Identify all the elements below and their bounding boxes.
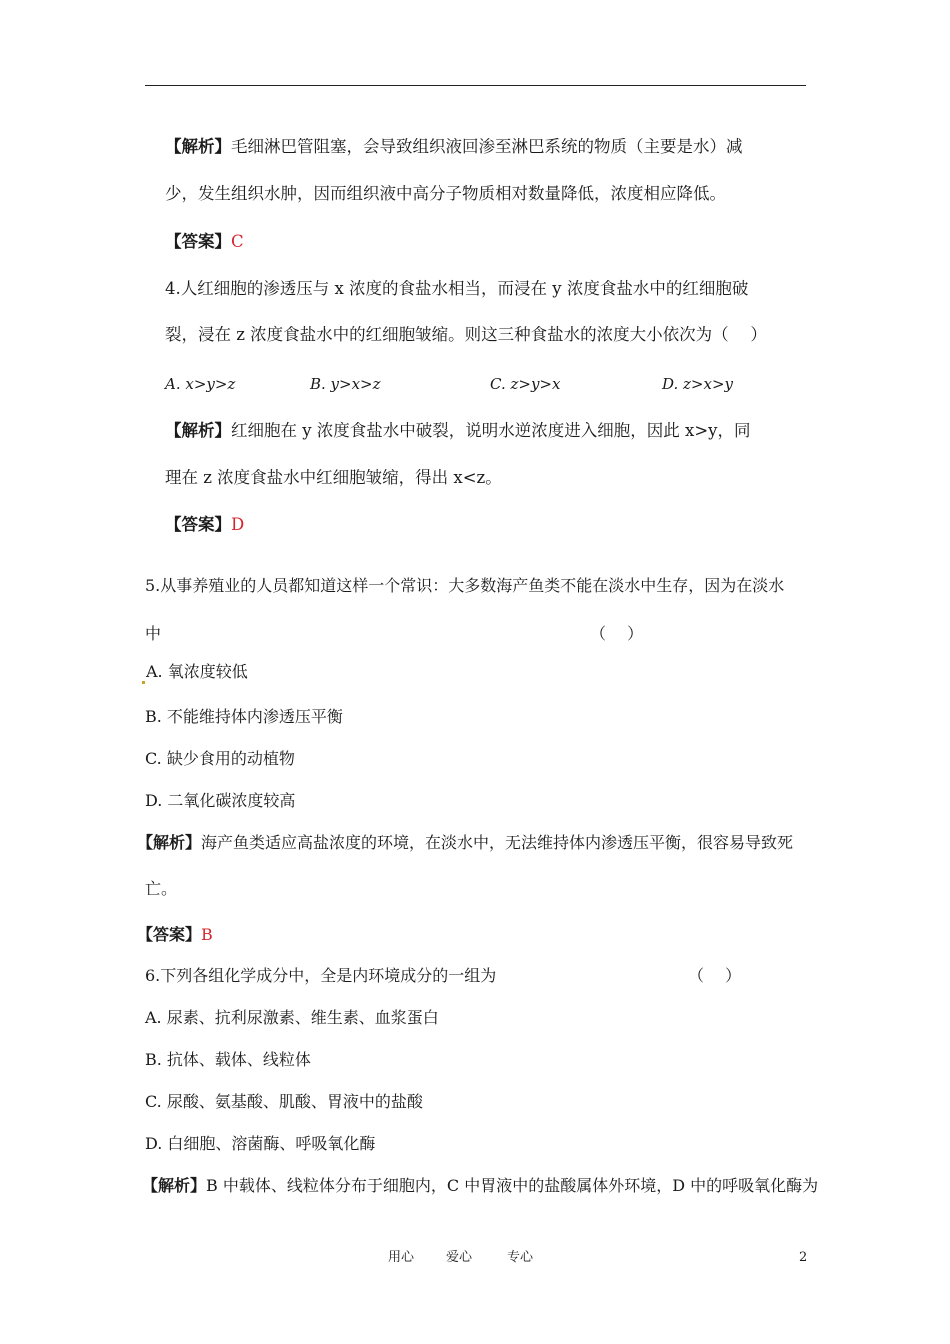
q5-option-b: B. 不能维持体内渗透压平衡	[145, 707, 343, 726]
q3-analysis-tag: 【解析】	[165, 137, 231, 156]
q5-answer-value: B	[201, 925, 213, 944]
q6-option-b: B. 抗体、载体、线粒体	[145, 1050, 311, 1069]
q4-analysis-line2: 理在 z 浓度食盐水中红细胞皱缩，得出 x<z。	[165, 468, 502, 487]
q5-analysis-tag: 【解析】	[137, 833, 202, 852]
footer-word-3: 专心	[507, 1250, 534, 1265]
q3-analysis-line1	[165, 135, 743, 159]
q5-answer-tag: 【答案】	[137, 925, 202, 944]
q5-option-a-text: A. 氧浓度较低	[146, 662, 248, 681]
q4-analysis-text1: 红细胞在 y 浓度食盐水中破裂，说明水逆浓度进入细胞，因此 x>y，同	[231, 421, 751, 440]
q5-analysis-line1	[137, 831, 793, 855]
q4-option-a: A. x>y>z	[165, 375, 236, 393]
q5-stem-line2: 中	[145, 624, 162, 643]
q6-stem: 6.下列各组化学成分中，全是内环境成分的一组为	[145, 966, 497, 985]
q6-answer-paren: （ ）	[688, 966, 742, 985]
header-rule	[145, 85, 806, 86]
q3-answer-value: C	[231, 232, 244, 251]
q4-analysis-line1	[165, 419, 751, 443]
q5-answer	[137, 923, 213, 947]
q5-stem-line1: 5.从事养殖业的人员都知道这样一个常识：大多数海产鱼类不能在淡水中生存，因为在淡水	[145, 576, 785, 595]
q4-answer	[165, 513, 244, 537]
footer-word-2: 爱心	[446, 1250, 473, 1265]
q5-analysis-text1: 海产鱼类适应高盐浓度的环境，在淡水中，无法维持体内渗透压平衡，很容易导致死	[201, 833, 794, 852]
footer-word-1: 用心	[388, 1250, 415, 1265]
q4-option-b: B. y>x>z	[310, 375, 381, 393]
q6-option-c: C. 尿酸、氨基酸、肌酸、胃液中的盐酸	[145, 1092, 423, 1111]
q3-analysis-line2: 少，发生组织水肿，因而组织液中高分子物质相对数量降低，浓度相应降低。	[165, 184, 726, 203]
q6-option-a: A. 尿素、抗利尿激素、维生素、血浆蛋白	[145, 1008, 439, 1027]
q4-option-d: D. z>x>y	[662, 375, 734, 393]
q4-stem-line1: 4.人红细胞的渗透压与 x 浓度的食盐水相当，而浸在 y 浓度食盐水中的红细胞破	[165, 279, 749, 298]
marker-dot-icon	[142, 681, 145, 684]
q3-answer-tag: 【答案】	[165, 232, 231, 251]
q5-option-d: D. 二氧化碳浓度较高	[145, 791, 296, 810]
q3-answer	[165, 230, 244, 254]
q4-option-c: C. z>y>x	[490, 375, 561, 393]
q5-option-c: C. 缺少食用的动植物	[145, 749, 295, 768]
q4-answer-value: D	[231, 515, 245, 534]
q4-stem-line2: 裂，浸在 z 浓度食盐水中的红细胞皱缩。则这三种食盐水的浓度大小依次为（ ）	[165, 325, 767, 344]
page-number: 2	[799, 1250, 808, 1265]
q5-answer-paren: （ ）	[590, 624, 644, 643]
q6-analysis-tag: 【解析】	[142, 1176, 207, 1195]
q4-analysis-tag: 【解析】	[165, 421, 231, 440]
q6-analysis-text1: B 中载体、线粒体分布于细胞内，C 中胃液中的盐酸属体外环境，D 中的呼吸氧化酶为	[206, 1176, 819, 1195]
q3-analysis-text1: 毛细淋巴管阻塞，会导致组织液回渗至淋巴系统的物质（主要是水）减	[231, 137, 743, 156]
q6-option-d: D. 白细胞、溶菌酶、呼吸氧化酶	[145, 1134, 376, 1153]
q5-analysis-line2: 亡。	[145, 879, 178, 898]
q5-option-a	[142, 660, 248, 684]
q6-analysis-line1	[142, 1174, 818, 1198]
q4-answer-tag: 【答案】	[165, 515, 231, 534]
